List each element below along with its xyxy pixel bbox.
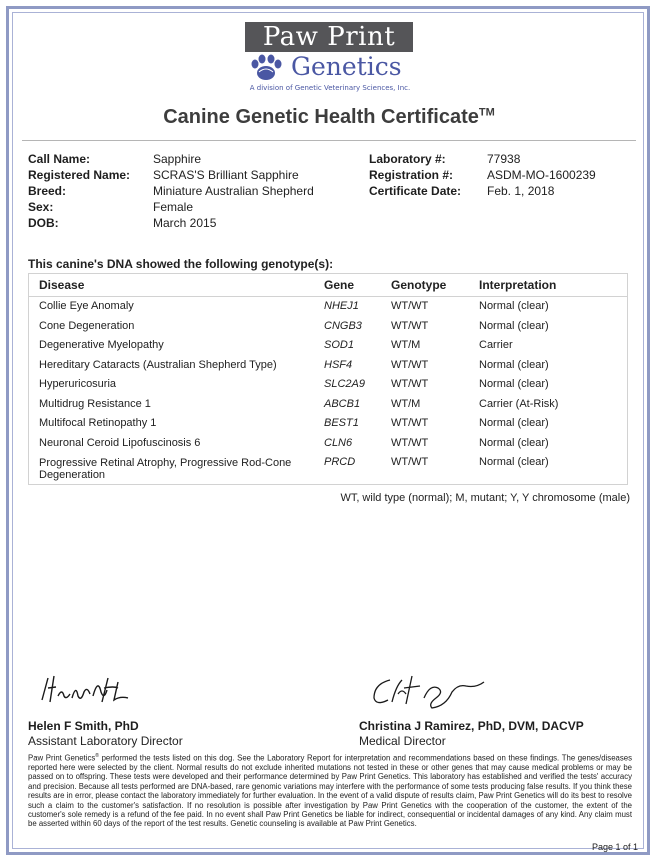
results-heading: This canine's DNA showed the following genotype(s): bbox=[28, 257, 334, 271]
disease-cell: Hereditary Cataracts (Australian Shepherd Type) bbox=[39, 358, 277, 371]
header-gene: Gene bbox=[314, 274, 381, 297]
interpretation-cell: Normal (clear) bbox=[479, 300, 549, 312]
gene-cell: CNGB3 bbox=[324, 319, 362, 332]
title-divider bbox=[22, 140, 636, 141]
header-disease: Disease bbox=[29, 274, 315, 297]
genotype-cell: WT/WT bbox=[391, 456, 429, 468]
page-number: Page 1 of 1 bbox=[591, 842, 638, 852]
certificate-date-value: Feb. 1, 2018 bbox=[487, 184, 555, 198]
disease-cell: Multifocal Retinopathy 1 bbox=[39, 417, 157, 429]
gene-cell: SOD1 bbox=[324, 339, 354, 351]
dog-info bbox=[28, 151, 314, 231]
interpretation-cell: Normal (clear) bbox=[479, 456, 549, 468]
genotype-legend: WT, wild type (normal); M, mutant; Y, Y chromosome (male) bbox=[340, 492, 630, 504]
gene-cell: NHEJ1 bbox=[324, 300, 359, 312]
sex-row bbox=[28, 199, 314, 215]
signature-helen-smith bbox=[38, 672, 138, 708]
lab-info bbox=[369, 151, 596, 199]
certificate-date-row bbox=[369, 183, 596, 199]
disease-cell: Collie Eye Anomaly bbox=[39, 300, 134, 312]
disease-cell: Multidrug Resistance 1 bbox=[39, 397, 151, 410]
genotype-cell: WT/M bbox=[391, 397, 421, 410]
table-row bbox=[29, 297, 628, 317]
call-name-label: Call Name: bbox=[28, 152, 91, 166]
interpretation-cell: Carrier (At-Risk) bbox=[479, 397, 559, 410]
table-row bbox=[29, 453, 628, 485]
table-row bbox=[29, 434, 628, 454]
interpretation-cell: Normal (clear) bbox=[479, 378, 549, 390]
signature-christina-ramirez bbox=[368, 668, 498, 712]
interpretation-cell: Normal (clear) bbox=[479, 436, 549, 449]
company-logo bbox=[245, 22, 415, 92]
registered-name-label: Registered Name: bbox=[28, 168, 131, 182]
registration-label: Registration #: bbox=[369, 168, 454, 182]
genotype-cell: WT/WT bbox=[391, 319, 429, 332]
certificate-date-label: Certificate Date: bbox=[369, 184, 462, 198]
left-signatory-role: Assistant Laboratory Director bbox=[28, 734, 183, 748]
disease-cell: Progressive Retinal Atrophy, Progressive Rod-Cone Degeneration bbox=[39, 457, 292, 481]
legal-disclaimer bbox=[28, 752, 632, 829]
gene-cell: BEST1 bbox=[324, 417, 359, 429]
table-row bbox=[29, 375, 628, 395]
paw-print-icon bbox=[245, 52, 287, 82]
breed-row bbox=[28, 183, 314, 199]
table-row bbox=[29, 395, 628, 415]
genotype-cell: WT/WT bbox=[391, 300, 429, 312]
table-row bbox=[29, 414, 628, 434]
page-title bbox=[0, 106, 658, 129]
gene-cell: PRCD bbox=[324, 456, 356, 468]
header-interpretation: Interpretation bbox=[469, 274, 628, 297]
left-signatory-name: Helen F Smith, PhD bbox=[28, 719, 139, 733]
right-signatory-role: Medical Director bbox=[359, 734, 446, 748]
dob-row bbox=[28, 215, 314, 231]
breed-label: Breed: bbox=[28, 184, 67, 198]
genotype-table bbox=[28, 273, 628, 485]
gene-cell: SLC2A9 bbox=[324, 378, 365, 390]
interpretation-cell: Normal (clear) bbox=[479, 319, 549, 332]
registered-name-row bbox=[28, 167, 314, 183]
gene-cell: ABCB1 bbox=[324, 397, 361, 410]
genotype-cell: WT/WT bbox=[391, 378, 429, 390]
logo-tagline: A division of Genetic Veterinary Sciences, Inc. bbox=[249, 84, 411, 92]
table-row bbox=[29, 356, 628, 376]
genotype-cell: WT/WT bbox=[391, 358, 429, 371]
call-name-row bbox=[28, 151, 314, 167]
disease-cell: Hyperuricosuria bbox=[39, 378, 117, 390]
disease-cell: Cone Degeneration bbox=[39, 319, 135, 332]
disease-cell: Degenerative Myelopathy bbox=[39, 339, 164, 351]
interpretation-cell: Carrier bbox=[479, 339, 513, 351]
gene-cell: HSF4 bbox=[324, 358, 353, 371]
table-row bbox=[29, 317, 628, 337]
right-signatory-name: Christina J Ramirez, PhD, DVM, DACVP bbox=[359, 719, 584, 733]
disclaimer-body: performed the tests listed on this dog. See the Laboratory Report for interpretation and recommendations based on these findings. The genes/diseases reported here were selected by the client. Normal results do not exclude inherited mutations not tested in these or other genes that may cause medical problems or may be passed on to offspring. These tests were developed and their performance determined by Paw Print Genetics. This laboratory has established and verified the tests' accuracy and precision. Because all tests performed are DNA-based, rare genomic variations may interfere with the performance of some tests producing false results. If you think these results are in error, please contact the laboratory immediately for further evaluation. In the event of a valid dispute of results claim, Paw Print Genetics will do its best to resolve such a claim to the customer's satisfaction. If no resolution is possible after investigation by Paw Print Genetics with the cooperation of the customer, the extent of the customer's sole remedy is a refund of the fee paid. In no event shall Paw Print Genetics be liable for indirect, consequential or incidental damages of any kind. Any claim must be asserted within 60 days of the report of the test results. Genetic counseling is available at Paw Print Genetics. bbox=[28, 753, 632, 829]
call-name-value: Sapphire bbox=[153, 152, 202, 166]
registered-mark: ® bbox=[95, 753, 99, 759]
disclaimer-brand: Paw Print Genetics bbox=[28, 753, 96, 763]
genotype-cell: WT/WT bbox=[391, 417, 429, 429]
title-text: Canine Genetic Health Certificate bbox=[163, 106, 479, 128]
lab-number-label: Laboratory #: bbox=[369, 152, 446, 166]
genotype-cell: WT/M bbox=[391, 339, 421, 351]
dob-label: DOB: bbox=[28, 216, 59, 230]
sex-label: Sex: bbox=[28, 200, 54, 214]
sex-value: Female bbox=[153, 200, 194, 214]
gene-cell: CLN6 bbox=[324, 436, 353, 449]
logo-line2: Genetics bbox=[291, 52, 402, 81]
trademark-mark: TM bbox=[478, 106, 495, 119]
breed-value: Miniature Australian Shepherd bbox=[153, 184, 314, 198]
lab-number-value: 77938 bbox=[487, 152, 521, 166]
interpretation-cell: Normal (clear) bbox=[479, 417, 549, 429]
lab-number-row bbox=[369, 151, 596, 167]
registered-name-value: SCRAS'S Brilliant Sapphire bbox=[153, 168, 299, 182]
dob-value: March 2015 bbox=[153, 216, 217, 230]
header-genotype: Genotype bbox=[381, 274, 469, 297]
genotype-cell: WT/WT bbox=[391, 436, 429, 449]
disease-cell: Neuronal Ceroid Lipofuscinosis 6 bbox=[39, 436, 201, 449]
table-row bbox=[29, 336, 628, 356]
registration-row bbox=[369, 167, 596, 183]
logo-line1: Paw Print bbox=[245, 22, 413, 52]
registration-value: ASDM-MO-1600239 bbox=[487, 168, 596, 182]
interpretation-cell: Normal (clear) bbox=[479, 358, 549, 371]
table-header-row bbox=[29, 274, 628, 297]
